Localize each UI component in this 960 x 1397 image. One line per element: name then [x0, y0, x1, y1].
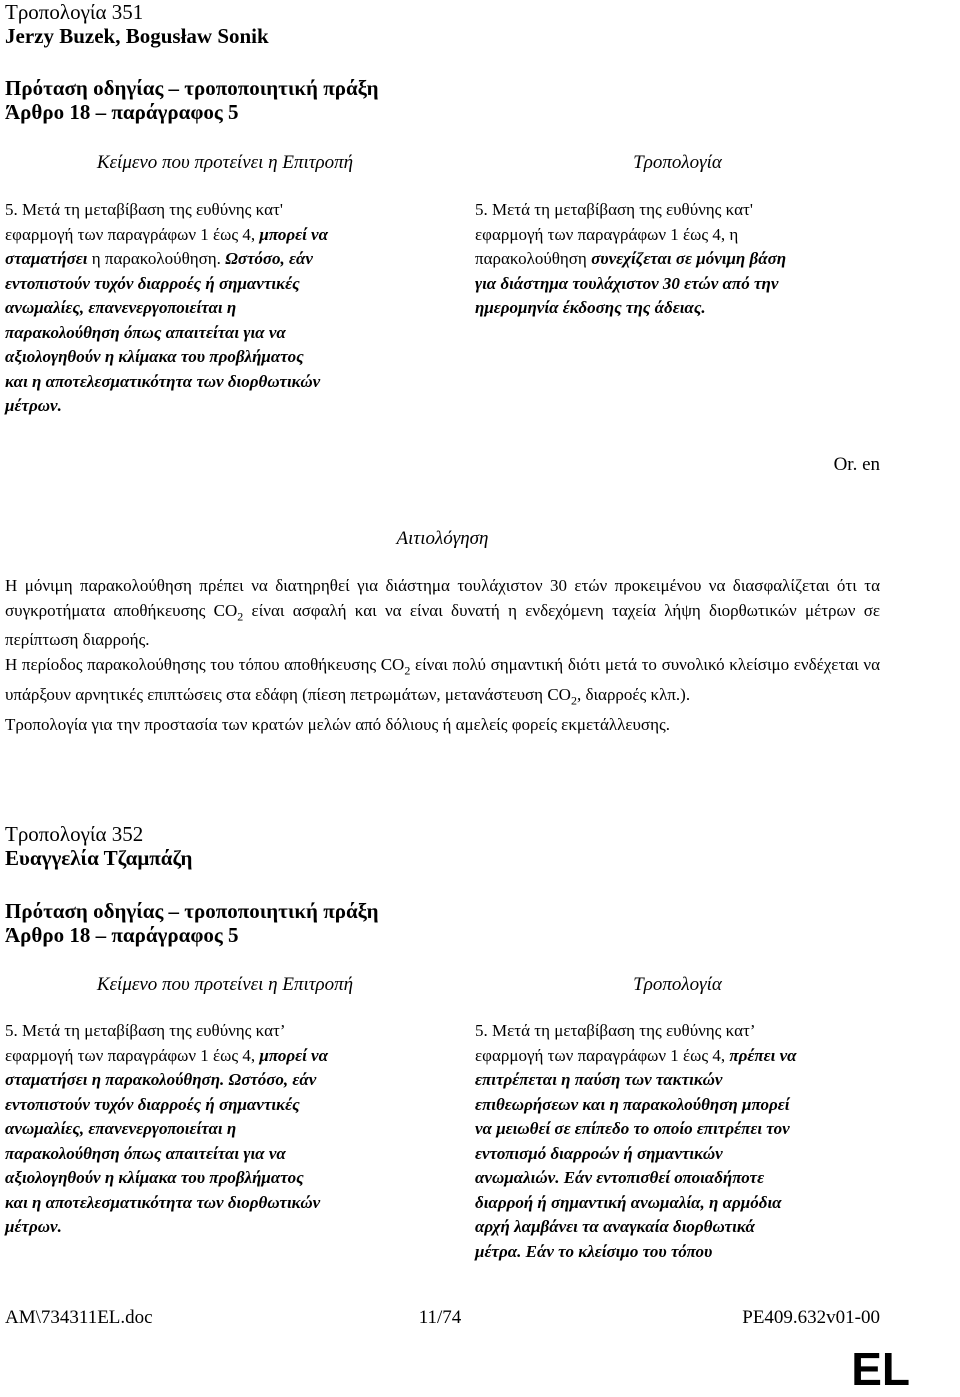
pe-reference: PE409.632v01-00	[742, 1307, 880, 1328]
text-line	[5, 321, 425, 346]
document-reference: AM\734311EL.doc	[5, 1307, 153, 1328]
text-line	[475, 1191, 895, 1216]
emphasized-text: διαρροή ή σημαντική ανωμαλία, η αρμόδια	[475, 1192, 782, 1212]
emphasized-text: αξιολογηθούν η κλίμακα του προβλήματος	[5, 347, 304, 366]
text-line	[5, 223, 425, 248]
text-segment: Η μόνιμη παρακολούθηση πρέπει να διατηρηθεί για διάστημα τουλάχιστον 30 ετών προκειμένου να διασφαλίζεται ότι τα συγκροτήματα αποθήκευσης CO	[5, 576, 880, 620]
justification-paragraph	[5, 653, 880, 713]
justification-paragraph	[5, 574, 880, 653]
amendment-text-2	[475, 1019, 895, 1264]
text-line	[5, 1191, 425, 1216]
text-line	[475, 1215, 895, 1240]
justification-text	[5, 574, 880, 737]
emphasized-text: ημερομηνία έκδοσης της άδειας.	[475, 298, 706, 317]
emphasized-text: εντοπιστούν τυχόν διαρροές ή σημαντικές	[5, 1094, 300, 1114]
emphasized-text: μέτρων.	[5, 396, 62, 415]
text-line	[475, 296, 895, 321]
text-segment: παρακολούθηση	[475, 249, 592, 268]
text-line	[475, 1117, 895, 1142]
text-line	[5, 1117, 425, 1142]
text-line	[5, 198, 425, 223]
text-line	[5, 1093, 425, 1118]
emphasized-text: συνεχίζεται σε μόνιμη βάση	[591, 249, 787, 268]
justification-paragraph	[5, 713, 880, 738]
amendment-title-2: Τροπολογία 352	[5, 822, 144, 846]
emphasized-text: σταματήσει	[5, 249, 88, 268]
commission-text-heading-2: Κείμενο που προτείνει η Επιτροπή	[96, 974, 354, 995]
text-line	[5, 370, 425, 395]
text-line	[475, 1240, 895, 1265]
emphasized-text: επιθεωρήσεων και η παρακολούθηση μπορεί	[475, 1094, 790, 1114]
text-line	[475, 1068, 895, 1093]
emphasized-text: να μειωθεί σε επίπεδο το οποίο επιτρέπει τον	[475, 1119, 790, 1138]
text-segment: Τροπολογία για την προστασία των κρατών μελών από δόλιους ή αμελείς φορείς εκμετάλλευσης.	[5, 714, 670, 734]
text-segment: 5. Μετά τη μεταβίβαση της ευθύνης κατ’	[5, 1021, 286, 1040]
subscript: 2	[237, 608, 244, 623]
original-language: Or. en	[833, 454, 880, 475]
text-line	[475, 272, 895, 297]
text-segment: , διαρροές κλπ.).	[576, 684, 691, 704]
article-reference: Άρθρο 18 – παράγραφος 5	[5, 100, 239, 124]
emphasized-text: ανωμαλίες, επανενεργοποιείται η	[5, 1119, 237, 1138]
text-line	[5, 1019, 425, 1044]
text-segment: 5. Μετά τη μεταβίβαση της ευθύνης κατ'	[475, 200, 753, 219]
proposal-title: Πρόταση οδηγίας – τροποποιητική πράξη	[5, 76, 379, 100]
text-line	[475, 1142, 895, 1167]
subscript: 2	[404, 663, 411, 678]
text-line	[5, 1068, 425, 1093]
text-line	[475, 247, 895, 272]
emphasized-text: και η αποτελεσματικότητα των διορθωτικών	[5, 1192, 321, 1212]
emphasized-text: και η αποτελεσματικότητα των διορθωτικών	[5, 371, 321, 391]
text-segment: 5. Μετά τη μεταβίβαση της ευθύνης κατ'	[5, 200, 283, 219]
language-code: EL	[851, 1343, 910, 1395]
proposal-title-2: Πρόταση οδηγίας – τροποποιητική πράξη	[5, 899, 379, 923]
emphasized-text: παρακολούθηση όπως απαιτείται για να	[5, 1143, 286, 1163]
emphasized-text: μέτρα. Εάν το κλείσιμο του τόπου	[475, 1241, 713, 1261]
text-segment: εφαρμογή των παραγράφων 1 έως 4,	[5, 224, 260, 244]
text-segment: εφαρμογή των παραγράφων 1 έως 4,	[475, 1045, 730, 1065]
text-line	[5, 1166, 425, 1191]
text-line	[5, 296, 425, 321]
justification-heading: Αιτιολόγηση	[396, 528, 489, 549]
emphasized-text: επιτρέπεται η παύση των τακτικών	[475, 1070, 723, 1089]
amendment-authors: Jerzy Buzek, Bogusław Sonik	[5, 24, 269, 48]
text-line	[5, 394, 425, 419]
text-line	[5, 1142, 425, 1167]
emphasized-text: αρχή λαμβάνει τα αναγκαία διορθωτικά	[475, 1217, 755, 1236]
text-line	[5, 272, 425, 297]
amendment-heading: Τροπολογία	[633, 152, 722, 173]
emphasized-text: μπορεί να	[259, 1045, 329, 1065]
text-segment: είναι πολύ σημαντική διότι μετά το συνολικό κλείσιμο ενδέχεται να υπάρξουν αρνητικές επιπτώσεις στα εδάφη (πίεση πετρωμάτων, μετανάστευση CO	[5, 654, 880, 704]
text-line	[5, 1215, 425, 1240]
emphasized-text: ανωμαλιών. Εάν εντοπισθεί οποιαδήποτε	[475, 1168, 765, 1187]
text-line	[475, 1166, 895, 1191]
amendment-heading-2: Τροπολογία	[633, 974, 722, 995]
text-segment: 5. Μετά τη μεταβίβαση της ευθύνης κατ’	[475, 1021, 756, 1040]
text-line	[475, 1044, 895, 1069]
page-number: 11/74	[418, 1307, 462, 1328]
text-segment: εφαρμογή των παραγράφων 1 έως 4, η	[475, 224, 739, 244]
text-line	[5, 247, 425, 272]
text-line	[475, 198, 895, 223]
article-reference-2: Άρθρο 18 – παράγραφος 5	[5, 923, 239, 947]
text-line	[5, 345, 425, 370]
emphasized-text: μέτρων.	[5, 1217, 62, 1236]
text-line	[475, 223, 895, 248]
emphasized-text: μπορεί να	[259, 224, 329, 244]
subscript: 2	[570, 693, 577, 708]
emphasized-text: ανωμαλίες, επανενεργοποιείται η	[5, 298, 237, 317]
emphasized-text: σταματήσει η παρακολούθηση. Ωστόσο, εάν	[5, 1070, 317, 1089]
text-line	[5, 1044, 425, 1069]
emphasized-text: Ωστόσο, εάν	[225, 249, 313, 268]
commission-text-heading: Κείμενο που προτείνει η Επιτροπή	[96, 152, 354, 173]
text-line	[475, 1019, 895, 1044]
emphasized-text: εντοπισμό διαρροών ή σημαντικών	[475, 1143, 723, 1163]
emphasized-text: για διάστημα τουλάχιστον 30 ετών από την	[475, 273, 779, 293]
commission-text	[5, 198, 425, 419]
text-segment: εφαρμογή των παραγράφων 1 έως 4,	[5, 1045, 260, 1065]
text-segment: η παρακολούθηση.	[87, 249, 226, 268]
text-segment: είναι ασφαλή και να είναι δυνατή η ενδεχόμενη ταχεία λήψη διορθωτικών μέτρων σε περίπτωση διαρροής.	[5, 600, 880, 650]
emphasized-text: παρακολούθηση όπως απαιτείται για να	[5, 322, 286, 342]
emphasized-text: πρέπει να	[729, 1045, 797, 1065]
emphasized-text: εντοπιστούν τυχόν διαρροές ή σημαντικές	[5, 273, 300, 293]
text-segment: Η περίοδος παρακολούθησης του τόπου αποθήκευσης CO	[5, 654, 405, 674]
text-line	[475, 1093, 895, 1118]
emphasized-text: αξιολογηθούν η κλίμακα του προβλήματος	[5, 1168, 304, 1187]
amendment-title: Τροπολογία 351	[5, 0, 144, 24]
commission-text-2	[5, 1019, 425, 1240]
amendment-text	[475, 198, 895, 321]
amendment-authors-2: Ευαγγελία Τζαμπάζη	[5, 846, 193, 870]
